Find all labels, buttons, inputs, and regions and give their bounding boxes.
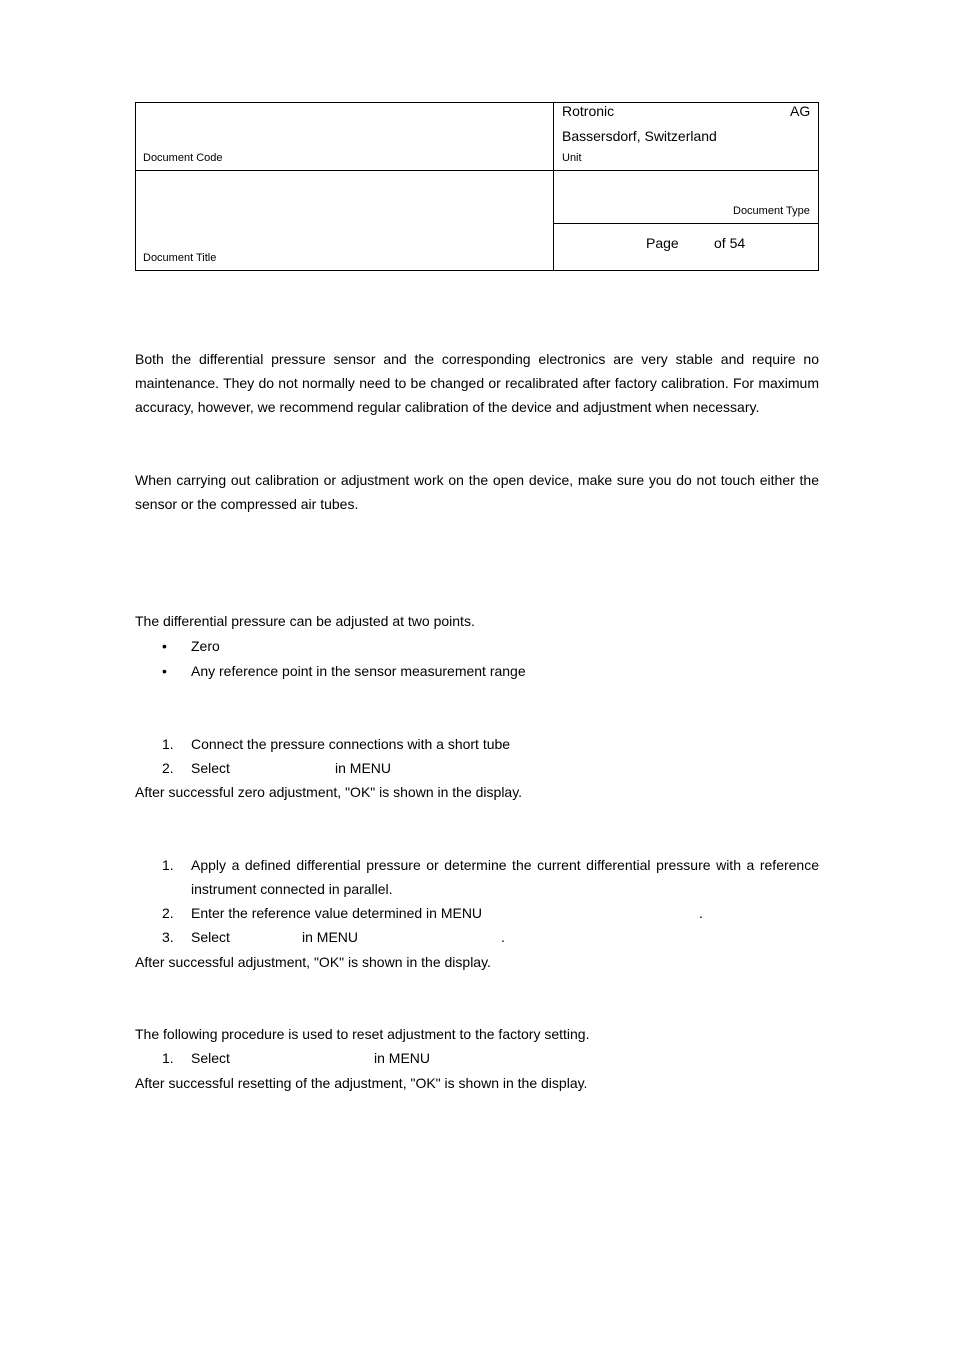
reset-lead-text: The following procedure is used to reset adjustment to the factory setting. bbox=[135, 1026, 590, 1042]
ref-result-text: After successful adjustment, "OK" is shown in the display. bbox=[135, 954, 491, 970]
bullet-item-reference: Any reference point in the sensor measurement range bbox=[191, 663, 526, 679]
reset-step-menu: in MENU bbox=[374, 1050, 431, 1066]
document-type-label: Document Type bbox=[733, 205, 810, 217]
bullet-icon: • bbox=[162, 663, 167, 679]
company-suffix: AG bbox=[790, 103, 811, 119]
reset-step-text: Select bbox=[191, 1050, 230, 1066]
unit-label: Unit bbox=[562, 152, 582, 164]
bullet-icon: • bbox=[162, 638, 167, 654]
zero-step-text: Connect the pressure connections with a short tube bbox=[191, 736, 511, 752]
ref-step-period: . bbox=[699, 905, 703, 921]
ref-step-number: 2. bbox=[162, 905, 174, 921]
zero-step-number: 1. bbox=[162, 736, 174, 752]
zero-step-text: Select bbox=[191, 760, 230, 776]
ref-step-menu: in MENU bbox=[302, 929, 359, 945]
page-count: of 54 bbox=[714, 235, 746, 251]
ref-step-period: . bbox=[501, 929, 505, 945]
zero-step-menu: in MENU bbox=[335, 760, 392, 776]
document-header-table bbox=[135, 102, 819, 271]
ref-step-text: Select bbox=[191, 929, 230, 945]
ref-step-text: Enter the reference value determined in MENU bbox=[191, 905, 483, 921]
company-location: Bassersdorf, Switzerland bbox=[562, 128, 717, 144]
ref-step-text: Apply a defined differential pressure or determine the current differential pressure with a reference bbox=[191, 857, 819, 873]
intro-paragraph: Both the differential pressure sensor and the corresponding electronics are very stable and require no maintenance. They do not normally need to be changed or recalibrated after factory calibration. For maximum accuracy, however, we recommend regular calibration of the device and adjustment when necessary. bbox=[135, 351, 819, 415]
company-name: Rotronic bbox=[562, 103, 615, 119]
bullet-item-zero: Zero bbox=[191, 638, 220, 654]
zero-step-number: 2. bbox=[162, 760, 174, 776]
adjust-lead-text: The differential pressure can be adjusted at two points. bbox=[135, 613, 475, 629]
handling-note-paragraph: When carrying out calibration or adjustment work on the open device, make sure you do not touch either the sensor or the compressed air tubes. bbox=[135, 472, 819, 512]
header-horizontal-divider bbox=[136, 170, 818, 171]
document-title-label: Document Title bbox=[143, 252, 217, 264]
reset-step-number: 1. bbox=[162, 1050, 174, 1066]
reset-result-text: After successful resetting of the adjustment, "OK" is shown in the display. bbox=[135, 1075, 588, 1091]
ref-step-text-continued: instrument connected in parallel. bbox=[191, 881, 393, 897]
zero-result-text: After successful zero adjustment, "OK" is shown in the display. bbox=[135, 784, 523, 800]
ref-step-number: 3. bbox=[162, 929, 174, 945]
ref-step-number: 1. bbox=[162, 857, 174, 873]
header-page-divider bbox=[553, 223, 818, 224]
document-code-label: Document Code bbox=[143, 152, 223, 164]
header-vertical-divider bbox=[553, 103, 554, 270]
page-label: Page bbox=[646, 235, 679, 251]
